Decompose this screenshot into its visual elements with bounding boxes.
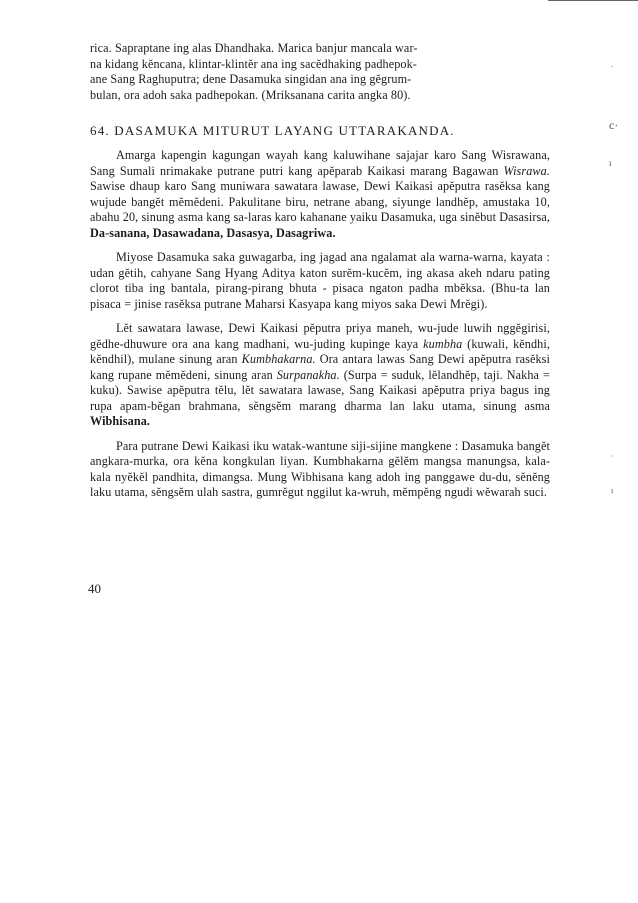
paragraph-3: Lĕt sawatara lawase, Dewi Kaikasi pĕputra priya maneh, wu-jude luwih nggĕgirisi, gĕdhe-dhuwure ora ana kang madhani, wu-juding kupinge kaya kumbha (kuwali, kĕndhi, kĕndhil), mulane sinung aran Kumbhakarna. Ora antara lawas Sang Dewi apĕputra rasĕksi kang rupane mĕmĕdeni, sinung aran Surpanakha. (Surpa = suduk, lĕlandhĕp, taji. Nakha = kuku). Sawise apĕputra tĕlu, lĕt sawatara lawase, Sang Kaikasi apĕputra priya bagus ing rupa apam-bĕgan brahmana, sĕngsĕm marang dharma lan laku utama, sinung asma Wibhisana. [90,321,550,428]
intro-line: ane Sang Raghuputra; dene Dasamuka singidan ana ing gĕgrum- [90,72,412,86]
margin-mark: ı [611,486,614,495]
intro-line: bulan, ora adoh saka padhepokan. (Mriksanana carita angka 80). [90,87,411,102]
margin-mark: · [611,452,614,461]
paragraph-2: Miyose Dasamuka saka guwagarba, ing jagad ana ngalamat ala warna-warna, kayata : udan gĕtih, cahyane Sang Hyang Aditya katon surĕm-kucĕm, ing akasa akeh ndaru pating clorot tiba ing bantala, pirang-pirang bhuta - pisaca ngaton padha mbĕksa. (Bhu-ta lan pisaca = jinise rasĕksa putrane Maharsi Kasyapa kang miyos saka Dewi Mrĕgi). [90,250,550,311]
margin-mark: c· [609,118,619,132]
page-number: 40 [88,581,101,596]
scan-edge-line [548,0,638,1]
section-heading: 64. DASAMUKA MITURUT LAYANG UTTARAKANDA. [90,123,455,138]
intro-line: rica. Sapraptane ing alas Dhandhaka. Marica banjur mancala war- [90,41,418,55]
intro-line: na kidang kĕncana, klintar-klintĕr ana ing sacĕdhaking padhepok- [90,56,417,71]
paragraph-4: Para putrane Dewi Kaikasi iku watak-wantune siji-sijine mangkene : Dasamuka bangĕt angkara-murka, ora kĕna kongkulan liyan. Kumbhakarna gĕlĕm mangsa manungsa, kala-kala nyĕkĕl pandhita, dimangsa. Mung Wibhisana kang adoh ing panggawe du-du, sĕnĕng laku utama, sĕngsĕm ulah sastra, gumrĕgut nggilut ka-wruh, mĕmpĕng ngudi wĕwarah suci. [90,438,550,499]
margin-mark: . [611,60,613,69]
paragraph-1: Amarga kapengin kagungan wayah kang kaluwihane sajajar karo Sang Wisrawana, Sang Sumali nrimakake putrane putri kang apĕparab Kaikasi marang Bagawan Wisrawa. Sawise dhaup karo Sang muniwara sawatara lawase, Dewi Kaikasi apĕputra rasĕksa kang wujude bangĕt mĕmĕdeni. Pakulitane biru, netrane abang, siyunge landhĕp, amustaka 10, abahu 20, sinung asma kang sa-laras karo kahanane yaiku Dasamuka, uga sinĕbut Dasasirsa, Da-sanana, Dasawadana, Dasasya, Dasagriwa. [90,148,550,240]
intro-paragraph [90,41,550,103]
margin-mark: ı [609,158,612,168]
section-body [90,148,550,501]
